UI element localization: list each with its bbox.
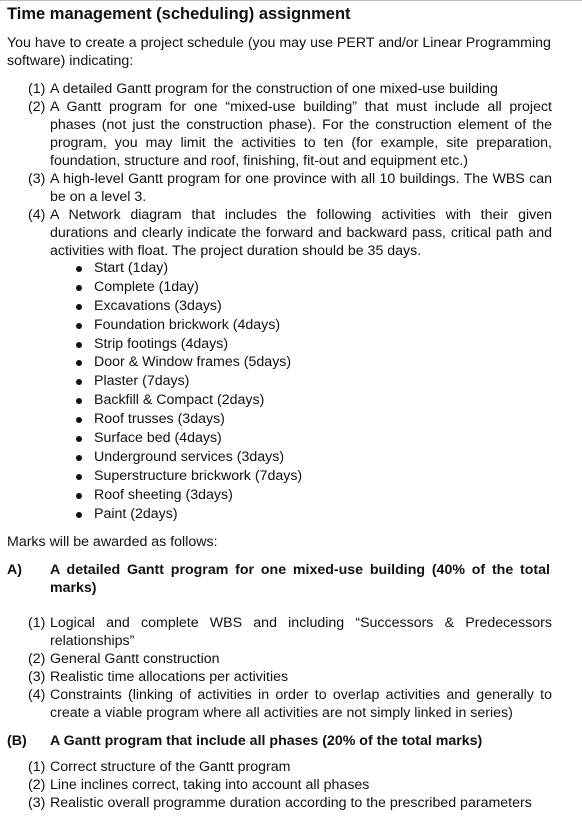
requirements-list xyxy=(28,80,552,260)
criteria-item xyxy=(28,650,552,668)
top-border xyxy=(0,0,582,1)
item-number: (1) xyxy=(28,81,46,97)
item-number: (4) xyxy=(28,207,46,223)
item-number: (2) xyxy=(28,777,46,793)
activities-list xyxy=(76,259,302,523)
section-a-letter: A) xyxy=(7,562,22,578)
marks-intro: Marks will be awarded as follows: xyxy=(7,534,218,550)
item-number: (4) xyxy=(28,687,46,703)
intro-paragraph: You have to create a project schedule (you may use PERT and/or Linear Programming software) indicating: xyxy=(7,35,551,69)
item-number: (3) xyxy=(28,669,46,685)
requirement-item xyxy=(28,206,552,260)
activity-item: Excavations (3days) xyxy=(76,297,302,316)
criteria-item xyxy=(28,794,552,812)
item-number: (3) xyxy=(28,171,46,187)
activity-item: Start (1day) xyxy=(76,259,302,278)
requirement-item xyxy=(28,80,552,98)
criteria-item xyxy=(28,686,552,722)
activity-item: Door & Window frames (5days) xyxy=(76,353,302,372)
page-title: Time management (scheduling) assignment xyxy=(7,5,351,23)
section-b-letter: (B) xyxy=(7,733,27,749)
activity-item: Strip footings (4days) xyxy=(76,335,302,354)
activity-item: Backfill & Compact (2days) xyxy=(76,391,302,410)
criteria-item xyxy=(28,776,552,794)
item-number: (2) xyxy=(28,651,46,667)
section-b-criteria xyxy=(28,758,552,812)
item-number: (1) xyxy=(28,759,46,775)
section-a-title: A detailed Gantt program for one mixed-use building (40% of the total marks) xyxy=(50,562,550,596)
requirement-item xyxy=(28,170,552,206)
criteria-item xyxy=(28,758,552,776)
item-text: A Network diagram that includes the following activities with their given durations and clearly indicate the forward and backward pass, critical path and activities with float. The project duration should be 35 days. xyxy=(50,207,552,259)
item-text: A high-level Gantt program for one province with all 10 buildings. The WBS can be on a level 3. xyxy=(50,171,552,205)
criteria-item xyxy=(28,614,552,650)
activity-item: Roof sheeting (3days) xyxy=(76,486,302,505)
activity-item: Roof trusses (3days) xyxy=(76,410,302,429)
activity-item: Plaster (7days) xyxy=(76,372,302,391)
item-number: (1) xyxy=(28,615,46,631)
activity-item: Complete (1day) xyxy=(76,278,302,297)
activity-item: Underground services (3days) xyxy=(76,448,302,467)
item-text: A Gantt program for one “mixed-use building” that must include all project phases (not just the construction phase). For the construction element of the program, you may limit the activities to ten (for example, site preparation, foundation, structure and roof, finishing, fit-out and equipment etc.) xyxy=(50,99,552,169)
item-text: Correct structure of the Gantt program xyxy=(50,759,291,775)
item-text: Constraints (linking of activities in order to overlap activities and generally to create a viable program where all activities are not simply linked in series) xyxy=(50,687,552,721)
item-text: Line inclines correct, taking into account all phases xyxy=(50,777,370,793)
activity-item: Superstructure brickwork (7days) xyxy=(76,467,302,486)
item-text: Realistic time allocations per activities xyxy=(50,669,289,685)
activity-item: Foundation brickwork (4days) xyxy=(76,316,302,335)
criteria-item xyxy=(28,668,552,686)
activity-item: Paint (2days) xyxy=(76,505,302,524)
section-b-title: A Gantt program that include all phases (20% of the total marks) xyxy=(50,733,483,749)
activity-item: Surface bed (4days) xyxy=(76,429,302,448)
item-number: (2) xyxy=(28,99,46,115)
section-a-criteria xyxy=(28,614,552,722)
item-number: (3) xyxy=(28,795,46,811)
requirement-item xyxy=(28,98,552,170)
item-text: Logical and complete WBS and including “Successors & Predecessors relationships” xyxy=(50,615,552,649)
item-text: General Gantt construction xyxy=(50,651,220,667)
item-text: Realistic overall programme duration according to the prescribed parameters xyxy=(50,795,532,811)
item-text: A detailed Gantt program for the construction of one mixed-use building xyxy=(50,81,498,97)
